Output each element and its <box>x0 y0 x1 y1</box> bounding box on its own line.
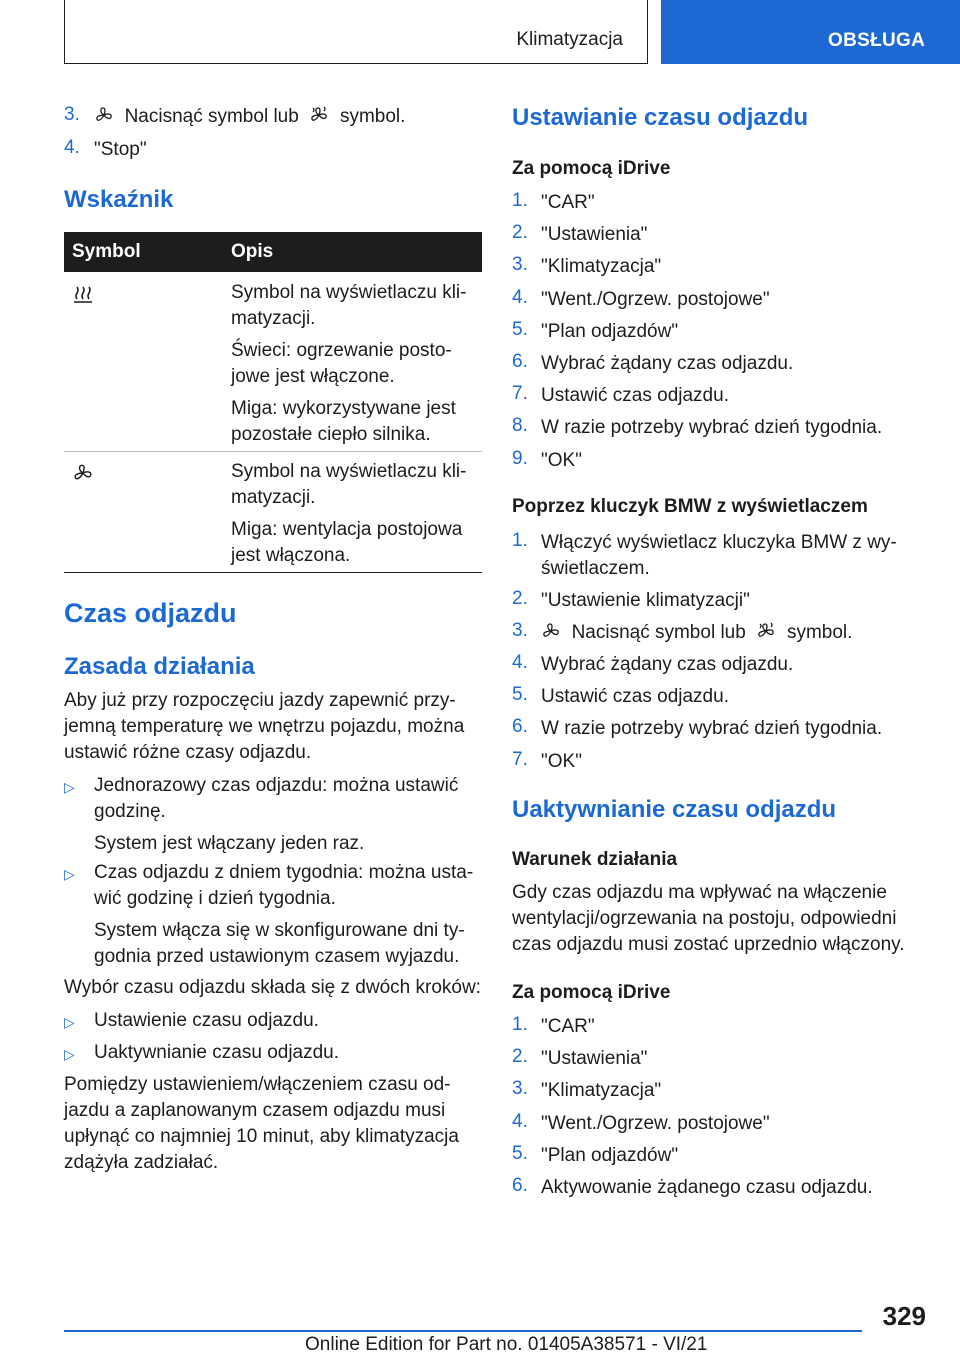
key-step-3-text-a: Nacisnąć symbol lub <box>571 622 746 643</box>
table-row-1-line: pozostałe ciepło silnika. <box>231 424 431 445</box>
principle-heading: Zasada działania <box>64 653 255 680</box>
parking-heater-icon <box>72 284 94 306</box>
step-text: Ustawić czas odjazdu. <box>541 686 729 708</box>
intro-paragraph <box>64 688 464 766</box>
table-bottom-rule <box>64 572 482 573</box>
step-number: 6. <box>512 716 528 738</box>
key-step-line: Włączyć wyświetlacz kluczyka BMW z wy- <box>541 532 897 553</box>
intro-line: Aby już przy rozpoczęciu jazdy zapewnić przy- <box>64 690 456 711</box>
table-row-2-line: matyzacji. <box>231 487 316 508</box>
step-number: 4. <box>512 1110 528 1132</box>
step-number: 3. <box>512 1078 528 1100</box>
step-number: 5. <box>512 1142 528 1164</box>
parking-heater-fan-icon <box>309 105 329 125</box>
step-text: "CAR" <box>541 192 595 213</box>
outro-line: jazdu a zaplanowanym czasem odjazdu musi <box>64 1100 446 1121</box>
step-text: Ustawić czas odjazdu. <box>541 385 729 407</box>
table-row-2-desc <box>231 459 466 569</box>
table-row-2-line: Miga: wentylacja postojowa <box>231 519 463 540</box>
bullet-triangle-icon: ▷ <box>64 1014 75 1030</box>
ventilation-icon <box>541 621 561 641</box>
step-number: 5. <box>512 684 528 706</box>
key-step-2: "Ustawienie klimatyzacji" <box>541 590 750 611</box>
table-row-1-line: Miga: wykorzystywane jest <box>231 398 456 419</box>
bullet-line: godzinę. <box>94 801 166 822</box>
idrive-heading: Za pomocą iDrive <box>512 158 671 179</box>
step-number: 4. <box>512 652 528 673</box>
bullet-line: Jednorazowy czas odjazdu: można ustawić <box>94 775 459 796</box>
step-text: "Went./Ogrzew. postojowe" <box>541 1112 770 1134</box>
step-number: 4. <box>64 137 80 158</box>
table-row-2-line: Symbol na wyświetlaczu kli- <box>231 461 467 482</box>
key-step-3-text-b: symbol. <box>786 622 853 643</box>
condition-line: Gdy czas odjazdu ma wpływać na włączenie <box>512 882 887 903</box>
key-step-1 <box>541 530 897 582</box>
step-text: W razie potrzeby wybrać dzień tygodnia. <box>541 417 883 439</box>
step-text: "Went./Ogrzew. postojowe" <box>541 288 770 310</box>
outro-line: zdążyła zadziałać. <box>64 1152 219 1173</box>
condition-paragraph <box>512 880 905 958</box>
outro-paragraph <box>64 1072 459 1176</box>
step-number: 1. <box>512 190 528 211</box>
departure-time-heading: Czas odjazdu <box>64 598 237 628</box>
key-heading: Poprzez kluczyk BMW z wyświetlaczem <box>512 496 868 517</box>
bullet-item: Ustawienie czasu odjazdu. <box>94 1010 319 1031</box>
set-departure-heading: Ustawianie czasu odjazdu <box>512 104 809 131</box>
bullet-item <box>94 773 458 857</box>
step-number: 3. <box>64 104 80 125</box>
table-header-symbol: Symbol <box>72 241 141 262</box>
step-text: "Ustawienia" <box>541 224 648 246</box>
step-3-text-b: symbol. <box>339 106 406 127</box>
step-text: "Ustawienia" <box>541 1048 648 1070</box>
table-divider <box>64 451 482 452</box>
table-row-1-desc <box>231 280 466 448</box>
bullet-line: wić godzinę i dzień tygodnia. <box>94 888 336 909</box>
idrive-heading-2: Za pomocą iDrive <box>512 982 671 1003</box>
step-number: 7. <box>512 383 528 405</box>
condition-line: czas odjazdu musi zostać uprzednio włączony. <box>512 934 905 955</box>
chapter-tab-label: OBSŁUGA <box>828 30 926 51</box>
step-text: "Klimatyzacja" <box>541 1080 662 1102</box>
table-header <box>64 232 482 272</box>
bullet-triangle-icon: ▷ <box>64 779 75 795</box>
step-number: 3. <box>512 620 528 641</box>
step-text: W razie potrzeby wybrać dzień tygodnia. <box>541 718 883 740</box>
bullet-note: System włącza się w skonfigurowane dni ty- <box>94 920 465 941</box>
step-text: "OK" <box>541 449 582 471</box>
parking-heater-fan-icon <box>756 621 776 641</box>
intro-line: jemną temperaturę we wnętrzu pojazdu, można <box>64 716 465 737</box>
ventilation-icon <box>72 462 94 484</box>
key-step-3 <box>541 620 852 646</box>
step-3-text <box>94 104 405 130</box>
step-number: 6. <box>512 1175 528 1196</box>
table-row-1-line: matyzacji. <box>231 308 316 329</box>
condition-line: wentylacji/ogrzewania na postoju, odpowiedni <box>512 908 897 929</box>
bullet-note: System jest włączany jeden raz. <box>94 833 365 854</box>
table-header-description: Opis <box>231 241 274 262</box>
ventilation-icon <box>94 105 114 125</box>
bullet-note: godnia przed ustawionym czasem wyjazdu. <box>94 946 460 967</box>
step-text: "CAR" <box>541 1016 595 1037</box>
step-number: 2. <box>512 588 528 609</box>
step-text: "OK" <box>541 750 582 772</box>
step-number: 8. <box>512 415 528 437</box>
table-row-1-line: Symbol na wyświetlaczu kli- <box>231 282 467 303</box>
intro-line: ustawić różne czasy odjazdu. <box>64 742 312 763</box>
step-text: "Plan odjazdów" <box>541 320 679 342</box>
chapter-tab[interactable] <box>661 0 960 64</box>
outro-line: upłynąć co najmniej 10 minut, aby klimatyzacja <box>64 1126 459 1147</box>
condition-heading: Warunek działania <box>512 849 678 870</box>
bullet-triangle-icon: ▷ <box>64 866 75 882</box>
outro-line: Pomiędzy ustawieniem/włączeniem czasu od- <box>64 1074 451 1095</box>
activate-departure-heading: Uaktywnianie czasu odjazdu <box>512 796 837 823</box>
edition-text: Online Edition for Part no. 01405A38571 - VI/21 <box>305 1334 708 1355</box>
bullet-item <box>94 860 473 970</box>
step-number: 6. <box>512 351 528 372</box>
step-text: "Plan odjazdów" <box>541 1144 679 1166</box>
step-number: 3. <box>512 254 528 276</box>
step-4-text: "Stop" <box>94 139 147 160</box>
step-3-text-a: Nacisnąć symbol lub <box>124 106 299 127</box>
section-title: Klimatyzacja <box>516 29 623 50</box>
step-text: Wybrać żądany czas odjazdu. <box>541 353 794 374</box>
footer-rule <box>64 1330 862 1332</box>
step-number: 2. <box>512 222 528 244</box>
step-number: 7. <box>512 748 528 770</box>
step-number: 4. <box>512 286 528 308</box>
indicator-heading: Wskaźnik <box>64 186 174 213</box>
table-row-1-line: jowe jest włączone. <box>231 366 395 387</box>
step-text: "Klimatyzacja" <box>541 256 662 278</box>
step-number: 1. <box>512 1014 528 1035</box>
bullet-item: Uaktywnianie czasu odjazdu. <box>94 1042 340 1063</box>
table-row-2-line: jest włączona. <box>231 545 351 566</box>
bullet-triangle-icon: ▷ <box>64 1046 75 1062</box>
step-text: Aktywowanie żądanego czasu odjazdu. <box>541 1177 873 1198</box>
table-row-1-line: Świeci: ogrzewanie posto- <box>231 340 452 361</box>
step-number: 1. <box>512 530 528 551</box>
selection-text: Wybór czasu odjazdu składa się z dwóch kroków: <box>64 977 481 998</box>
key-step-line: świetlaczem. <box>541 558 650 579</box>
step-number: 2. <box>512 1046 528 1068</box>
step-number: 5. <box>512 318 528 340</box>
bullet-line: Czas odjazdu z dniem tygodnia: można usta- <box>94 862 474 883</box>
step-text: Wybrać żądany czas odjazdu. <box>541 654 794 675</box>
header-section-box <box>64 0 648 64</box>
page-number: 329 <box>882 1301 926 1331</box>
step-number: 9. <box>512 447 528 469</box>
